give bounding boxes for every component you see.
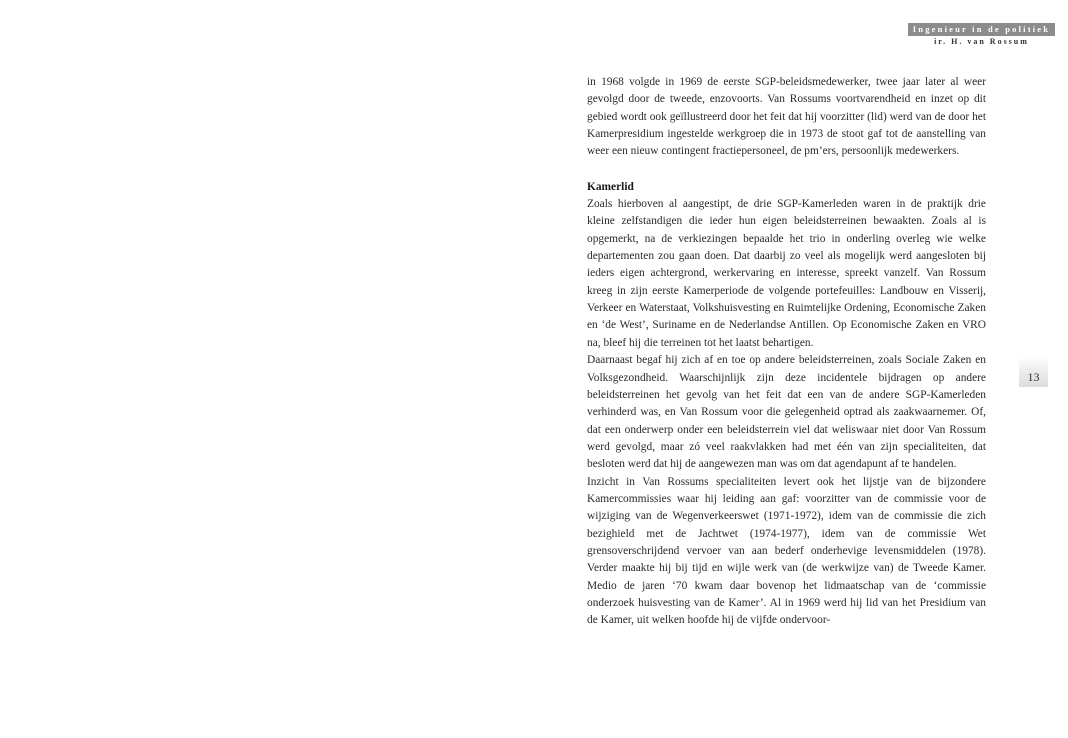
body-paragraph-3: Inzicht in Van Rossums specialiteiten levert ook het lijstje van de bijzondere Kamercommissies waar hij leiding aan gaf: voorzitter van de commissie voor de wijziging van de Wegenverkeerswet (1971-1972), idem van de commissie die zich bezighield met de Jachtwet (1974-1977), idem van de commissie Wet grensoverschrijdend vervoer van aan bederf onderhevige levensmiddelen (1978). Verder maakte hij bij tijd en wijle werk van (de werkwijze van) de Tweede Kamer. Medio de jaren ‘70 kwam daar bovenop het lidmaatschap van de ‘commissie onderzoek huisvesting van de Kamer’. Al in 1969 werd hij lid van het Presidium van de Kamer, uit welken hoofde hij de vijfde ondervoor-: [587, 475, 986, 627]
page-number: 13: [1027, 370, 1040, 384]
running-header-author: ir. H. van Rossum: [934, 37, 1029, 46]
paragraph-spacer: [587, 161, 986, 179]
body-paragraph-1: Zoals hierboven al aangestipt, de drie SGP-Kamerleden waren in de praktijk drie kleine zelfstandigen die ieder hun eigen beleidsterreinen bewaakten. Zoals al is opgemerkt, na de verkiezingen bepaalde het trio in onderling overleg wie welke departementen zou gaan doen. Dat daarbij zo veel als mogelijk werd aangesloten bij ieders eigen achtergrond, werkervaring en interesse, spreekt vanzelf. Van Rossum kreeg in zijn eerste Kamerperiode de volgende portefeuilles: Landbouw en Visserij, Verkeer en Waterstaat, Volkshuisvesting en Ruimtelijke Ordening, Economische Zaken en ‘de West’, Suriname en de Nederlandse Antillen. Op Economische Zaken en VRO na, bleef hij die terreinen tot het laatst behartigen.: [587, 198, 986, 349]
body-paragraph-2: Daarnaast begaf hij zich af en toe op andere beleidsterreinen, zoals Sociale Zaken en Volksgezondheid. Waarschijnlijk zijn deze incidentele bijdragen op andere beleidsterreinen het gevolg van het feit dat een van de andere SGP-Kamerleden verhinderd was, en Van Rossum voor die gelegenheid optrad als zaakwaarnemer. Of, dat een onderwerp onder een beleidsterrein viel dat weliswaar niet door Van Rossum werd gevolgd, maar zó veel raakvlakken had met één van zijn specialiteiten, dat besloten werd dat hij de aangewezen man was om dat agendapunt af te handelen.: [587, 354, 986, 471]
intro-paragraph: in 1968 volgde in 1969 de eerste SGP-beleidsmedewerker, twee jaar later al weer gevolgd door de tweede, enzovoorts. Van Rossums voortvarendheid en inzet op dit gebied wordt ook geïllustreerd door het feit dat hij voorzitter (lid) werd van de door het Kamerpresidium ingestelde werkgroep die in 1973 de stoot gaf tot de aanstelling van weer een nieuw contingent fractiepersoneel, de pm’ers, persoonlijk medewerkers.: [587, 76, 986, 158]
article-body: [587, 74, 986, 630]
section-heading: Kamerlid: [587, 180, 634, 193]
running-header-title: Ingenieur in de politiek: [908, 23, 1055, 36]
